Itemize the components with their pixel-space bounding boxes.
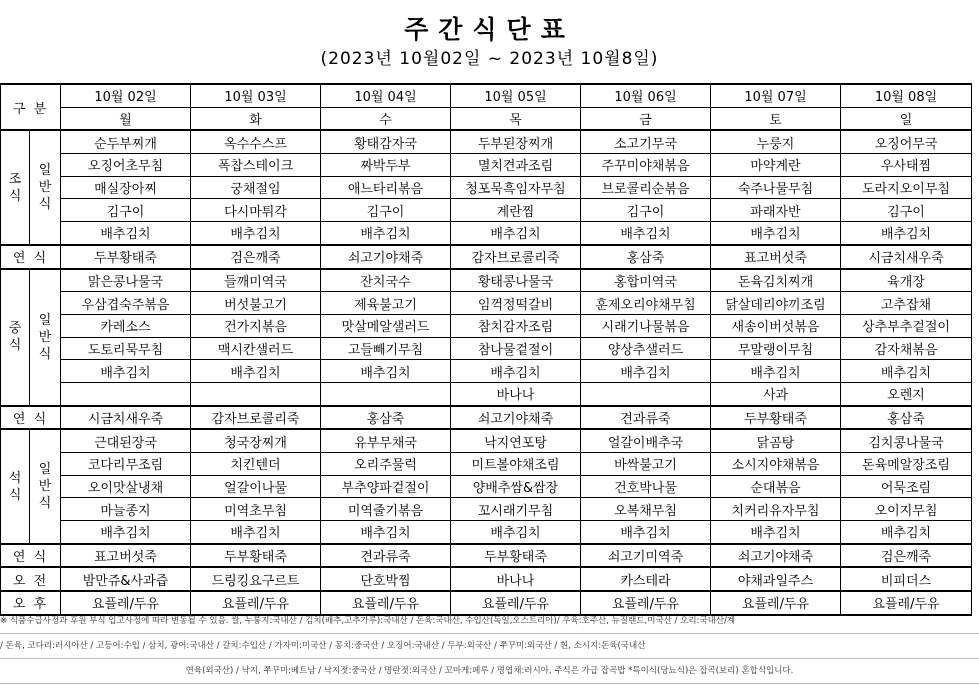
dish-cell: 상추부추겉절이 bbox=[841, 314, 972, 337]
dish-cell: 배추김치 bbox=[451, 521, 581, 544]
dish-cell: 오징어무국 bbox=[841, 130, 972, 153]
dish-cell: 김치콩나물국 bbox=[841, 429, 972, 452]
dish-cell: 카레소스 bbox=[61, 314, 191, 337]
dish-cell: 요플레/두유 bbox=[841, 591, 972, 615]
dish-cell: 새송이버섯볶음 bbox=[711, 314, 841, 337]
dish-cell: 옥수수스프 bbox=[191, 130, 321, 153]
dish-cell: 요플레/두유 bbox=[191, 591, 321, 615]
dish-cell: 코다리무조림 bbox=[61, 453, 191, 476]
dish-cell: 버섯불고기 bbox=[191, 292, 321, 315]
dish-cell: 검은깨죽 bbox=[191, 245, 321, 269]
dish-cell: 쇠고기야채죽 bbox=[451, 406, 581, 430]
dish-cell: 양배추쌈&쌈장 bbox=[451, 475, 581, 498]
dish-cell: 돈육김치찌개 bbox=[711, 269, 841, 292]
dish-cell: 홍삼죽 bbox=[841, 406, 972, 430]
dish-cell: 치커리유자무침 bbox=[711, 498, 841, 521]
dish-cell: 배추김치 bbox=[191, 360, 321, 383]
dish-cell: 파래자반 bbox=[711, 199, 841, 222]
weekly-menu-table bbox=[0, 83, 972, 616]
dish-cell: 도토리묵무침 bbox=[61, 337, 191, 360]
note-line: 연육(외국산) / 낙지, 쭈꾸미:베트남 / 낙지젓:중국산 / 명란젓:외국산 / 꼬마게:페루 / 명엽채:러시아, 주식은 가급 잡곡밥 *특이식(당뇨식)은 잡곡(보리) 혼합식입니다. bbox=[0, 659, 979, 684]
dish-cell: 애느타리볶음 bbox=[321, 176, 451, 199]
dish-cell bbox=[581, 382, 711, 405]
dish-cell: 감자브로콜리죽 bbox=[191, 406, 321, 430]
dish-cell: 어묵조림 bbox=[841, 475, 972, 498]
dish-cell: 쇠고기미역죽 bbox=[581, 544, 711, 568]
dish-cell: 마약계란 bbox=[711, 154, 841, 177]
dish-cell: 드링킹요구르트 bbox=[191, 567, 321, 591]
dish-cell: 청국장찌개 bbox=[191, 429, 321, 452]
date-header: 10월 07일 bbox=[711, 84, 841, 107]
dish-cell: 훈제오리야채무침 bbox=[581, 292, 711, 315]
dish-cell: 배추김치 bbox=[841, 360, 972, 383]
dish-cell: 건호박나물 bbox=[581, 475, 711, 498]
dish-cell: 감자브로콜리죽 bbox=[451, 245, 581, 269]
porridge-label: 연 식 bbox=[1, 406, 61, 430]
dish-cell: 사과 bbox=[711, 382, 841, 405]
dish-cell: 얼갈이나물 bbox=[191, 475, 321, 498]
dish-cell: 검은깨죽 bbox=[841, 544, 972, 568]
dish-cell: 배추김치 bbox=[321, 222, 451, 245]
dish-cell: 감자채볶음 bbox=[841, 337, 972, 360]
dish-cell: 닭살데리야끼조림 bbox=[711, 292, 841, 315]
dish-cell: 돈육메알장조림 bbox=[841, 453, 972, 476]
dish-cell: 카스테라 bbox=[581, 567, 711, 591]
dish-cell: 요플레/두유 bbox=[451, 591, 581, 615]
dish-cell: 배추김치 bbox=[581, 222, 711, 245]
dish-cell: 육개장 bbox=[841, 269, 972, 292]
dish-cell: 순대볶음 bbox=[711, 475, 841, 498]
dish-cell: 참치감자조림 bbox=[451, 314, 581, 337]
dish-cell: 브로콜리순볶음 bbox=[581, 176, 711, 199]
dish-cell: 오징어초무침 bbox=[61, 154, 191, 177]
table-row bbox=[1, 498, 972, 521]
dish-cell bbox=[61, 382, 191, 405]
dish-cell: 시금치새우죽 bbox=[61, 406, 191, 430]
pm-snack-label: 오 후 bbox=[1, 591, 61, 615]
table-row bbox=[1, 453, 972, 476]
dish-cell: 근대된장국 bbox=[61, 429, 191, 452]
dish-cell: 홍합미역국 bbox=[581, 269, 711, 292]
dish-cell: 양상추샐러드 bbox=[581, 337, 711, 360]
dish-cell: 두부황태죽 bbox=[711, 406, 841, 430]
dish-cell: 바나나 bbox=[451, 382, 581, 405]
dish-cell: 배추김치 bbox=[841, 222, 972, 245]
table-row bbox=[1, 245, 972, 269]
dish-cell: 배추김치 bbox=[61, 222, 191, 245]
dish-cell: 누룽지 bbox=[711, 130, 841, 153]
dish-cell: 오리주물럭 bbox=[321, 453, 451, 476]
dish-cell: 두부황태죽 bbox=[61, 245, 191, 269]
dish-cell: 시래기나물볶음 bbox=[581, 314, 711, 337]
note-line: / 돈육, 코다리:러시아산 / 고등어:수입 / 삼치, 광어:국내산 / 갈치:수입산 / 가자미:미국산 / 꽁치:중국산 / 오징어:국내산 / 두부:외국산 / 쭈꾸미:외국산 / 흰, 소시지:돈육(국내산 bbox=[0, 634, 979, 659]
date-header: 10월 02일 bbox=[61, 84, 191, 107]
notes bbox=[0, 609, 979, 684]
dish-cell: 견과류죽 bbox=[321, 544, 451, 568]
dish-cell: 오복채무침 bbox=[581, 498, 711, 521]
table-row bbox=[1, 429, 972, 452]
dish-cell: 오이맛살냉채 bbox=[61, 475, 191, 498]
table-row bbox=[1, 199, 972, 222]
note-line: ※ 식품수급사정과 후원 부식 입고사정에 따라 변동될 수 있음. 쌀, 누룽지:국내산 / 김치(배추,고추가루):국내산 / 돈육:국내산, 수입산(독일,오스트리아)/ 우육:호주산, 뉴질랜드,미국산 / 오리:국내산/계 bbox=[0, 609, 979, 634]
dish-cell: 주꾸미야채볶음 bbox=[581, 154, 711, 177]
dish-cell: 폭찹스테이크 bbox=[191, 154, 321, 177]
dish-cell: 홍삼죽 bbox=[581, 245, 711, 269]
dish-cell: 배추김치 bbox=[581, 360, 711, 383]
gubun-label: 구 분 bbox=[1, 84, 61, 130]
table-row bbox=[1, 154, 972, 177]
dish-cell: 김구이 bbox=[321, 199, 451, 222]
dish-cell: 쇠고기야채죽 bbox=[711, 544, 841, 568]
table-row bbox=[1, 567, 972, 591]
table-row bbox=[1, 475, 972, 498]
breakfast-label: 조 식 bbox=[1, 130, 30, 244]
dish-cell: 바싹불고기 bbox=[581, 453, 711, 476]
dish-cell: 궁채절임 bbox=[191, 176, 321, 199]
dish-cell: 멸치견과조림 bbox=[451, 154, 581, 177]
dish-cell: 유부무채국 bbox=[321, 429, 451, 452]
dish-cell: 미트볼야채조림 bbox=[451, 453, 581, 476]
general-diet-label: 일 반 식 bbox=[30, 429, 61, 543]
dish-cell: 배추김치 bbox=[321, 521, 451, 544]
dish-cell: 견과류죽 bbox=[581, 406, 711, 430]
dish-cell: 김구이 bbox=[61, 199, 191, 222]
dish-cell: 소고기무국 bbox=[581, 130, 711, 153]
dish-cell: 매실장아찌 bbox=[61, 176, 191, 199]
dish-cell: 미역초무침 bbox=[191, 498, 321, 521]
dish-cell: 배추김치 bbox=[711, 360, 841, 383]
dish-cell: 요플레/두유 bbox=[321, 591, 451, 615]
dish-cell: 계란찜 bbox=[451, 199, 581, 222]
dish-cell bbox=[321, 382, 451, 405]
date-header: 10월 06일 bbox=[581, 84, 711, 107]
dish-cell: 배추김치 bbox=[191, 521, 321, 544]
dinner-label: 석 식 bbox=[1, 429, 30, 543]
general-diet-label: 일 반 식 bbox=[30, 130, 61, 244]
table-row bbox=[1, 337, 972, 360]
table-row bbox=[1, 521, 972, 544]
dish-cell: 황태콩나물국 bbox=[451, 269, 581, 292]
dish-cell: 건가지볶음 bbox=[191, 314, 321, 337]
dish-cell: 배추김치 bbox=[451, 222, 581, 245]
page-title: 주간식단표 bbox=[404, 15, 575, 44]
dish-cell: 도라지오이무침 bbox=[841, 176, 972, 199]
dish-cell: 무말랭이무침 bbox=[711, 337, 841, 360]
dish-cell: 소시지야채볶음 bbox=[711, 453, 841, 476]
dish-cell: 바나나 bbox=[451, 567, 581, 591]
table-row bbox=[1, 269, 972, 292]
dish-cell: 닭곰탕 bbox=[711, 429, 841, 452]
dish-cell: 들깨미역국 bbox=[191, 269, 321, 292]
general-diet-label: 일 반 식 bbox=[30, 269, 61, 406]
dish-cell: 김구이 bbox=[581, 199, 711, 222]
dish-cell: 미역줄기볶음 bbox=[321, 498, 451, 521]
dish-cell: 표고버섯죽 bbox=[61, 544, 191, 568]
table-row bbox=[1, 107, 972, 130]
table-row bbox=[1, 406, 972, 430]
dish-cell: 두부황태죽 bbox=[191, 544, 321, 568]
date-header: 10월 08일 bbox=[841, 84, 972, 107]
dish-cell bbox=[191, 382, 321, 405]
dish-cell: 요플레/두유 bbox=[581, 591, 711, 615]
dish-cell: 순두부찌개 bbox=[61, 130, 191, 153]
dish-cell: 낙지연포탕 bbox=[451, 429, 581, 452]
table-row bbox=[1, 222, 972, 245]
dish-cell: 단호박찜 bbox=[321, 567, 451, 591]
table-row bbox=[1, 544, 972, 568]
dish-cell: 맛살메알샐러드 bbox=[321, 314, 451, 337]
dish-cell: 배추김치 bbox=[191, 222, 321, 245]
dish-cell: 두부된장찌개 bbox=[451, 130, 581, 153]
dish-cell: 우삼겹숙주볶음 bbox=[61, 292, 191, 315]
day-header: 화 bbox=[191, 107, 321, 130]
dish-cell: 우사태찜 bbox=[841, 154, 972, 177]
dish-cell: 야채과일주스 bbox=[711, 567, 841, 591]
day-header: 월 bbox=[61, 107, 191, 130]
day-header: 수 bbox=[321, 107, 451, 130]
dish-cell: 배추김치 bbox=[711, 521, 841, 544]
dish-cell: 배추김치 bbox=[61, 521, 191, 544]
date-header: 10월 05일 bbox=[451, 84, 581, 107]
dish-cell: 꼬시래기무침 bbox=[451, 498, 581, 521]
dish-cell: 배추김치 bbox=[61, 360, 191, 383]
porridge-label: 연 식 bbox=[1, 544, 61, 568]
am-snack-label: 오 전 bbox=[1, 567, 61, 591]
dish-cell: 쇠고기야채죽 bbox=[321, 245, 451, 269]
dish-cell: 김구이 bbox=[841, 199, 972, 222]
dish-cell: 제육불고기 bbox=[321, 292, 451, 315]
date-header: 10월 04일 bbox=[321, 84, 451, 107]
date-header: 10월 03일 bbox=[191, 84, 321, 107]
dish-cell: 부추양파겉절이 bbox=[321, 475, 451, 498]
dish-cell: 두부황태죽 bbox=[451, 544, 581, 568]
dish-cell: 배추김치 bbox=[841, 521, 972, 544]
day-header: 금 bbox=[581, 107, 711, 130]
table-row bbox=[1, 130, 972, 153]
dish-cell: 요플레/두유 bbox=[61, 591, 191, 615]
day-header: 목 bbox=[451, 107, 581, 130]
dish-cell: 요플레/두유 bbox=[711, 591, 841, 615]
table-row bbox=[1, 176, 972, 199]
dish-cell: 마늘종지 bbox=[61, 498, 191, 521]
dish-cell: 맑은콩나물국 bbox=[61, 269, 191, 292]
day-header: 토 bbox=[711, 107, 841, 130]
dish-cell: 임꺽정떡갈비 bbox=[451, 292, 581, 315]
date-range: (2023년 10월02일 ~ 2023년 10월8일) bbox=[320, 49, 659, 69]
dish-cell: 배추김치 bbox=[321, 360, 451, 383]
dish-cell: 얼갈이배추국 bbox=[581, 429, 711, 452]
dish-cell: 황태감자국 bbox=[321, 130, 451, 153]
dish-cell: 숙주나물무침 bbox=[711, 176, 841, 199]
dish-cell: 표고버섯죽 bbox=[711, 245, 841, 269]
dish-cell: 배추김치 bbox=[711, 222, 841, 245]
dish-cell: 배추김치 bbox=[581, 521, 711, 544]
table-row bbox=[1, 292, 972, 315]
dish-cell: 다시마튀각 bbox=[191, 199, 321, 222]
dish-cell: 청포묵흑임자무침 bbox=[451, 176, 581, 199]
dish-cell: 맥시칸샐러드 bbox=[191, 337, 321, 360]
dish-cell: 치킨텐더 bbox=[191, 453, 321, 476]
dish-cell: 배추김치 bbox=[451, 360, 581, 383]
dish-cell: 고추잡채 bbox=[841, 292, 972, 315]
dish-cell: 오이지무침 bbox=[841, 498, 972, 521]
day-header: 일 bbox=[841, 107, 972, 130]
table-row bbox=[1, 314, 972, 337]
dish-cell: 고들빼기무침 bbox=[321, 337, 451, 360]
dish-cell: 밤만쥬&사과즙 bbox=[61, 567, 191, 591]
dish-cell: 오렌지 bbox=[841, 382, 972, 405]
dish-cell: 홍삼죽 bbox=[321, 406, 451, 430]
table-row bbox=[1, 360, 972, 383]
lunch-label: 중 식 bbox=[1, 269, 30, 406]
dish-cell: 잔치국수 bbox=[321, 269, 451, 292]
table-row bbox=[1, 382, 972, 405]
table-row bbox=[1, 84, 972, 107]
dish-cell: 짜박두부 bbox=[321, 154, 451, 177]
porridge-label: 연 식 bbox=[1, 245, 61, 269]
dish-cell: 참나물겉절이 bbox=[451, 337, 581, 360]
dish-cell: 비피더스 bbox=[841, 567, 972, 591]
dish-cell: 시금치새우죽 bbox=[841, 245, 972, 269]
